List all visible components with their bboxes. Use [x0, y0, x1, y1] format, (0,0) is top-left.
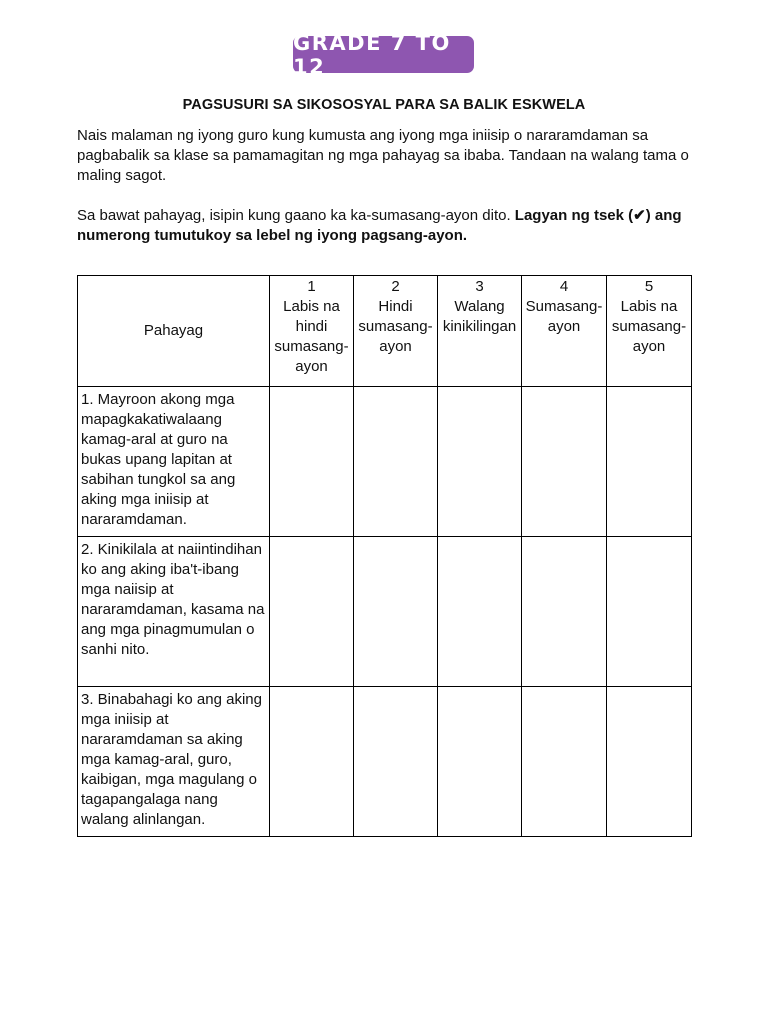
scale-label: Walang kinikilingan	[442, 298, 517, 335]
rating-cell-1[interactable]	[270, 537, 354, 687]
rating-cell-2[interactable]	[354, 387, 438, 537]
scale-header-2	[354, 276, 438, 387]
rating-cell-3[interactable]	[438, 537, 522, 687]
scale-number: 4	[559, 278, 569, 295]
rating-cell-5[interactable]	[607, 537, 692, 687]
scale-number: 5	[644, 278, 654, 295]
rating-cell-4[interactable]	[522, 537, 607, 687]
scale-label: Sumasang-ayon	[525, 298, 603, 335]
rating-cell-2[interactable]	[354, 537, 438, 687]
scale-label: Hindi sumasang-ayon	[358, 298, 433, 355]
grade-badge-label: GRADE 7 TO 12	[293, 30, 451, 79]
rating-cell-3[interactable]	[438, 687, 522, 837]
grade-badge	[293, 30, 474, 79]
document-title: PAGSUSURI SA SIKOSOSYAL PARA SA BALIK ESKWELA	[182, 97, 586, 113]
rating-cell-5[interactable]	[607, 687, 692, 837]
instruction-paragraph	[77, 206, 697, 246]
scale-number: 1	[307, 278, 316, 295]
survey-table	[77, 275, 692, 837]
statement-cell: 2. Kinikilala at naiintindihan ko ang aking iba't-ibang mga naiisip at nararamdaman, kasama na ang mga pinagmumulan o sanhi nito.	[78, 537, 270, 687]
scale-number: 2	[391, 278, 400, 295]
rating-cell-1[interactable]	[270, 387, 354, 537]
scale-label: Labis na sumasang-ayon	[611, 298, 687, 355]
rating-cell-5[interactable]	[607, 387, 692, 537]
scale-label: Labis na hindi sumasang-ayon	[274, 298, 349, 375]
instruction-text: Sa bawat pahayag, isipin kung gaano ka ka-sumasang-ayon dito.	[77, 207, 515, 224]
scale-header-4	[522, 276, 607, 387]
rating-cell-4[interactable]	[522, 687, 607, 837]
scale-number: 3	[475, 278, 484, 295]
rating-cell-2[interactable]	[354, 687, 438, 837]
table-row	[78, 387, 692, 537]
intro-paragraph: Nais malaman ng iyong guro kung kumusta ang iyong mga iniisip o nararamdaman sa pagbabalik sa klase sa pamamagitan ng mga pahayag sa ibaba. Tandaan na walang tama o maling sagot.	[77, 127, 689, 184]
rating-cell-4[interactable]	[522, 387, 607, 537]
statement-cell: 1. Mayroon akong mga mapagkakatiwalaang kamag-aral at guro na bukas upang lapitan at sabihan tungkol sa ang aking mga iniisip at nararamdaman.	[78, 387, 270, 537]
table-row	[78, 687, 692, 837]
scale-header-3	[438, 276, 522, 387]
table-row	[78, 537, 692, 687]
rating-cell-1[interactable]	[270, 687, 354, 837]
header-row	[78, 276, 692, 387]
scale-header-1	[270, 276, 354, 387]
scale-header-5	[607, 276, 692, 387]
statement-header: Pahayag	[78, 276, 270, 387]
rating-cell-3[interactable]	[438, 387, 522, 537]
instruction-emphasis: Lagyan ng tsek (✔) ang numerong tumutukoy sa lebel ng iyong pagsang-ayon.	[77, 207, 682, 244]
statement-cell: 3. Binabahagi ko ang aking mga iniisip at nararamdaman sa aking mga kamag-aral, guro, kaibigan, mga magulang o tagapangalaga nang walang alinlangan.	[78, 687, 270, 837]
